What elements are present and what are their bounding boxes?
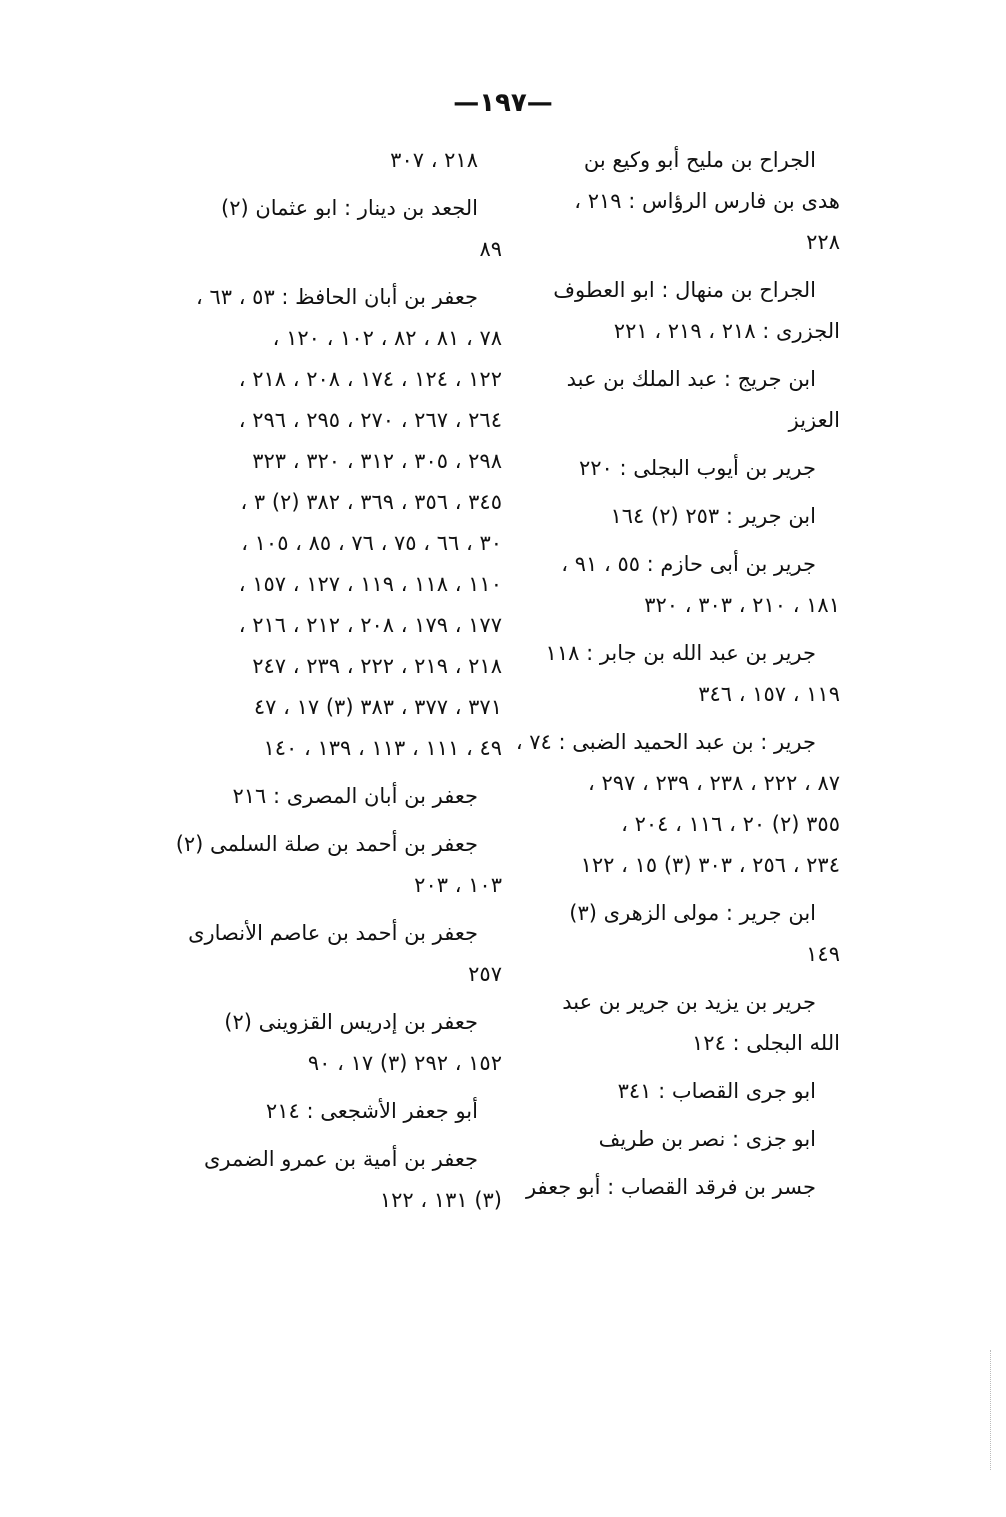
entry-continuation: ٢١٨ ، ٢١٩ ، ٢٢٢ ، ٢٣٩ ، ٢٤٧ <box>252 654 502 678</box>
entry-continuation: الجزرى : ٢١٨ ، ٢١٩ ، ٢٢١ <box>613 319 840 343</box>
entry-continuation: ١٤٩ <box>806 942 840 966</box>
entry-continuation: ٤٩ ، ١١١ ، ١١٣ ، ١٣٩ ، ١٤٠ <box>263 736 502 760</box>
entry-continuation: ٢٩٨ ، ٣٠٥ ، ٣١٢ ، ٣٢٠ ، ٣٢٣ <box>252 449 502 473</box>
entry-spacer <box>536 975 840 982</box>
entry-continuation: الله البجلى : ١٢٤ <box>692 1031 840 1055</box>
entry-continuation: ١٨١ ، ٢١٠ ، ٣٠٣ ، ٣٢٠ <box>644 593 840 617</box>
entry-spacer <box>536 1112 840 1119</box>
entry-continuation: ٣٤٥ ، ٣٥٦ ، ٣٦٩ ، ٣٨٢ (٢) ٣ ، <box>240 490 502 514</box>
entry-heading: جعفر بن أحمد بن عاصم الأنصارى <box>188 921 478 945</box>
entry-continuation: ٣٥٥ (٢) ٢٠ ، ١١٦ ، ٢٠٤ ، <box>621 812 840 836</box>
entry-heading: ابن جريج : عبد الملك بن عبد <box>566 367 816 391</box>
index-entry <box>536 140 840 270</box>
entry-spacer <box>536 441 840 448</box>
index-entry <box>190 277 502 776</box>
entry-continuation: ١٧٧ ، ١٧٩ ، ٢٠٨ ، ٢١٢ ، ٢١٦ ، <box>238 613 502 637</box>
entry-spacer <box>190 817 502 824</box>
entry-continuation: هدى بن فارس الرؤاس : ٢١٩ ، <box>574 189 840 213</box>
entry-continuation: ١٠٣ ، ٢٠٣ <box>414 873 502 897</box>
entry-continuation: ٢٣٤ ، ٢٥٦ ، ٣٠٣ (٣) ١٥ ، ١٢٢ <box>580 853 840 877</box>
entry-continuation: ٨٩ <box>479 237 502 261</box>
index-entry <box>190 1002 502 1091</box>
index-entry <box>515 722 840 893</box>
entry-spacer <box>536 1160 840 1167</box>
entry-continuation: ١٢٢ ، ١٢٤ ، ١٧٤ ، ٢٠٨ ، ٢١٨ ، <box>238 367 502 391</box>
index-entry <box>536 982 840 1071</box>
entry-heading: ابن جرير : ٢٥٣ (٢) ١٦٤ <box>610 504 816 528</box>
entry-spacer <box>190 1084 502 1091</box>
entry-spacer <box>190 769 502 776</box>
entry-heading: ابن جرير : مولى الزهرى (٣) <box>569 901 816 925</box>
entry-spacer <box>536 537 840 544</box>
index-entry <box>536 544 840 633</box>
entry-continuation: ١١٠ ، ١١٨ ، ١١٩ ، ١٢٧ ، ١٥٧ ، <box>238 572 502 596</box>
index-entry <box>190 776 502 824</box>
index-entry <box>536 359 840 448</box>
entry-spacer <box>190 1221 502 1228</box>
entry-spacer <box>536 263 840 270</box>
entry-spacer <box>536 1064 840 1071</box>
index-entry <box>536 496 840 544</box>
entry-spacer <box>190 270 502 277</box>
entry-continuation: العزيز <box>788 408 840 432</box>
entry-heading: ابو جرى القصاب : ٣٤١ <box>617 1079 816 1103</box>
entry-continuation: ٣٧١ ، ٣٧٧ ، ٣٨٣ (٣) ١٧ ، ٤٧ <box>253 695 502 719</box>
entry-spacer <box>190 181 502 188</box>
margin-mark <box>990 1350 992 1470</box>
index-entry <box>190 1091 502 1139</box>
entry-continuation: ١١٩ ، ١٥٧ ، ٣٤٦ <box>698 682 840 706</box>
index-entry <box>190 1139 502 1228</box>
entry-heading: الجراح بن منهال : ابو العطوف <box>553 278 816 302</box>
entry-heading: جرير بن يزيد بن جرير بن عبد <box>562 990 816 1014</box>
index-column-right <box>515 140 840 1215</box>
entry-heading: جعفر بن أبان المصرى : ٢١٦ <box>232 784 478 808</box>
index-entry <box>536 633 840 722</box>
index-entry <box>536 448 840 496</box>
entry-continuation: ١٥٢ ، ٢٩٢ (٣) ١٧ ، ٩٠ <box>307 1051 502 1075</box>
index-entry <box>190 188 502 277</box>
entry-spacer <box>536 489 840 496</box>
index-entry <box>525 1167 840 1215</box>
index-entry <box>536 1071 840 1119</box>
index-entry <box>190 913 502 1002</box>
entry-heading: ابو جزى : نصر بن طريف <box>598 1127 816 1151</box>
entry-heading: ٢١٨ ، ٣٠٧ <box>390 148 478 172</box>
entry-heading: جرير بن أبى حازم : ٥٥ ، ٩١ ، <box>561 552 816 576</box>
entry-continuation: ٢٦٤ ، ٢٦٧ ، ٢٧٠ ، ٢٩٥ ، ٢٩٦ ، <box>238 408 502 432</box>
page-number: —١٩٧— <box>453 88 553 118</box>
entry-continuation: ٢٥٧ <box>468 962 502 986</box>
entry-heading: الجعد بن دينار : ابو عثمان (٢) <box>220 196 478 220</box>
entry-spacer <box>190 906 502 913</box>
index-entry <box>536 1119 840 1167</box>
entry-continuation: ٧٨ ، ٨١ ، ٨٢ ، ١٠٢ ، ١٢٠ ، <box>272 326 502 350</box>
entry-spacer <box>190 1132 502 1139</box>
entry-spacer <box>536 352 840 359</box>
entry-heading: جرير : بن عبد الحميد الضبى : ٧٤ ، <box>515 730 816 754</box>
index-entry <box>536 270 840 359</box>
entry-spacer <box>536 626 840 633</box>
entry-spacer <box>190 995 502 1002</box>
index-entry <box>190 140 502 188</box>
entry-heading: أبو جعفر الأشجعى : ٢١٤ <box>265 1099 478 1123</box>
entry-continuation: (٣) ١٣١ ، ١٢٢ <box>379 1188 502 1212</box>
entry-heading: جعفر بن أمية بن عمرو الضمرى <box>203 1147 478 1171</box>
entry-continuation: ٨٧ ، ٢٢٢ ، ٢٣٨ ، ٢٣٩ ، ٢٩٧ ، <box>588 771 840 795</box>
entry-continuation: ٢٢٨ <box>806 230 840 254</box>
entry-heading: جسر بن فرقد القصاب : أبو جعفر <box>525 1175 816 1199</box>
index-entry <box>536 893 840 982</box>
entry-heading: جعفر بن إدريس القزوينى (٢) <box>224 1010 478 1034</box>
entry-spacer <box>536 886 840 893</box>
entry-heading: الجراح بن مليح أبو وكيع بن <box>583 148 816 172</box>
index-entry <box>175 824 502 913</box>
entry-continuation: ٣٠ ، ٦٦ ، ٧٥ ، ٧٦ ، ٨٥ ، ١٠٥ ، <box>241 531 502 555</box>
entry-spacer <box>536 715 840 722</box>
entry-heading: جرير بن عبد الله بن جابر : ١١٨ <box>545 641 816 665</box>
index-column-left <box>175 140 502 1228</box>
entry-heading: جعفر بن أبان الحافظ : ٥٣ ، ٦٣ ، <box>196 285 478 309</box>
entry-heading: جرير بن أيوب البجلى : ٢٢٠ <box>578 456 816 480</box>
entry-spacer <box>536 1208 840 1215</box>
entry-heading: جعفر بن أحمد بن صلة السلمى (٢) <box>175 832 478 856</box>
